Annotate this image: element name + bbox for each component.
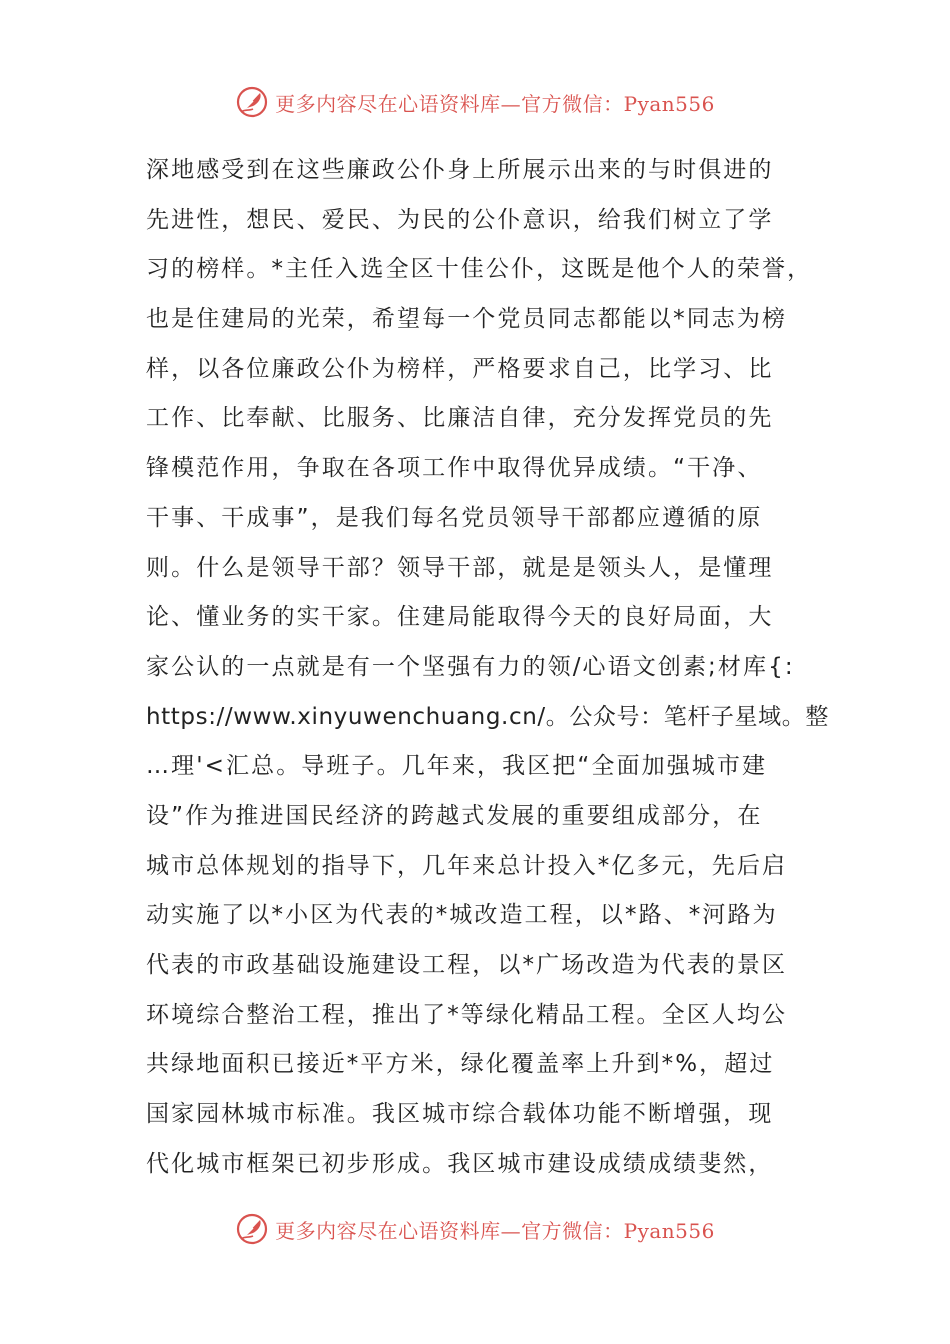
body-line-url: https://www.xinyuwenchuang.cn/。公众号：笔杆子星域。整 <box>146 703 829 730</box>
body-line: 干事、干成事”，是我们每名党员领导干部都应遵循的原 <box>146 504 763 531</box>
quill-logo-icon <box>235 1212 269 1246</box>
header-banner-content <box>235 85 715 119</box>
header-banner-text: 更多内容尽在心语资料库—官方微信：Pyan556 <box>275 91 715 116</box>
body-line: 代表的市政基础设施建设工程，以*广场改造为代表的景区 <box>146 952 788 978</box>
body-line: 习的榜样。*主任入选全区十佳公仆，这既是他个人的荣誉， <box>146 256 813 283</box>
body-line: 动实施了以*小区为代表的*城改造工程，以*路、*河路为 <box>146 902 778 929</box>
body-line: 论、懂业务的实干家。住建局能取得今天的良好局面，大 <box>146 604 774 631</box>
body-line: …理'<汇总。导班子。几年来，我区把“全面加强城市建 <box>146 753 768 780</box>
body-line: 工作、比奉献、比服务、比廉洁自律，充分发挥党员的先 <box>146 405 774 432</box>
body-line: 深地感受到在这些廉政公仆身上所展示出来的与时俱进的 <box>146 157 774 183</box>
body-line: 样，以各位廉政公仆为榜样，严格要求自己，比学习、比 <box>146 355 774 382</box>
body-line: 则。什么是领导干部？领导干部，就是是领头人，是懂理 <box>146 554 774 581</box>
document-body <box>146 146 829 1189</box>
body-line: 国家园林城市标准。我区城市综合载体功能不断增强，现 <box>146 1101 774 1128</box>
body-line: 城市总体规划的指导下，几年来总计投入*亿多元，先后启 <box>146 852 788 879</box>
body-line: 也是住建局的光荣，希望每一个党员同志都能以*同志为榜 <box>146 306 788 333</box>
body-line: 环境综合整治工程，推出了*等绿化精品工程。全区人均公 <box>146 1001 788 1028</box>
body-line: 代化城市框架已初步形成。我区城市建设成绩成绩斐然， <box>146 1150 774 1177</box>
body-line: 设”作为推进国民经济的跨越式发展的重要组成部分，在 <box>146 802 763 829</box>
body-line: 锋模范作用，争取在各项工作中取得优异成绩。“干净、 <box>146 455 763 482</box>
quill-logo-icon <box>235 85 269 119</box>
body-line: 家公认的一点就是有一个坚强有力的领/心语文创素;材库{: <box>146 653 795 680</box>
header-banner <box>0 82 950 122</box>
body-line: 先进性，想民、爱民、为民的公仆意识，给我们树立了学 <box>146 206 774 233</box>
footer-banner-content <box>235 1212 715 1246</box>
footer-banner-text: 更多内容尽在心语资料库—官方微信：Pyan556 <box>275 1218 715 1243</box>
body-line: 共绿地面积已接近*平方米，绿化覆盖率上升到*%，超过 <box>146 1051 775 1078</box>
footer-banner <box>0 1209 950 1249</box>
